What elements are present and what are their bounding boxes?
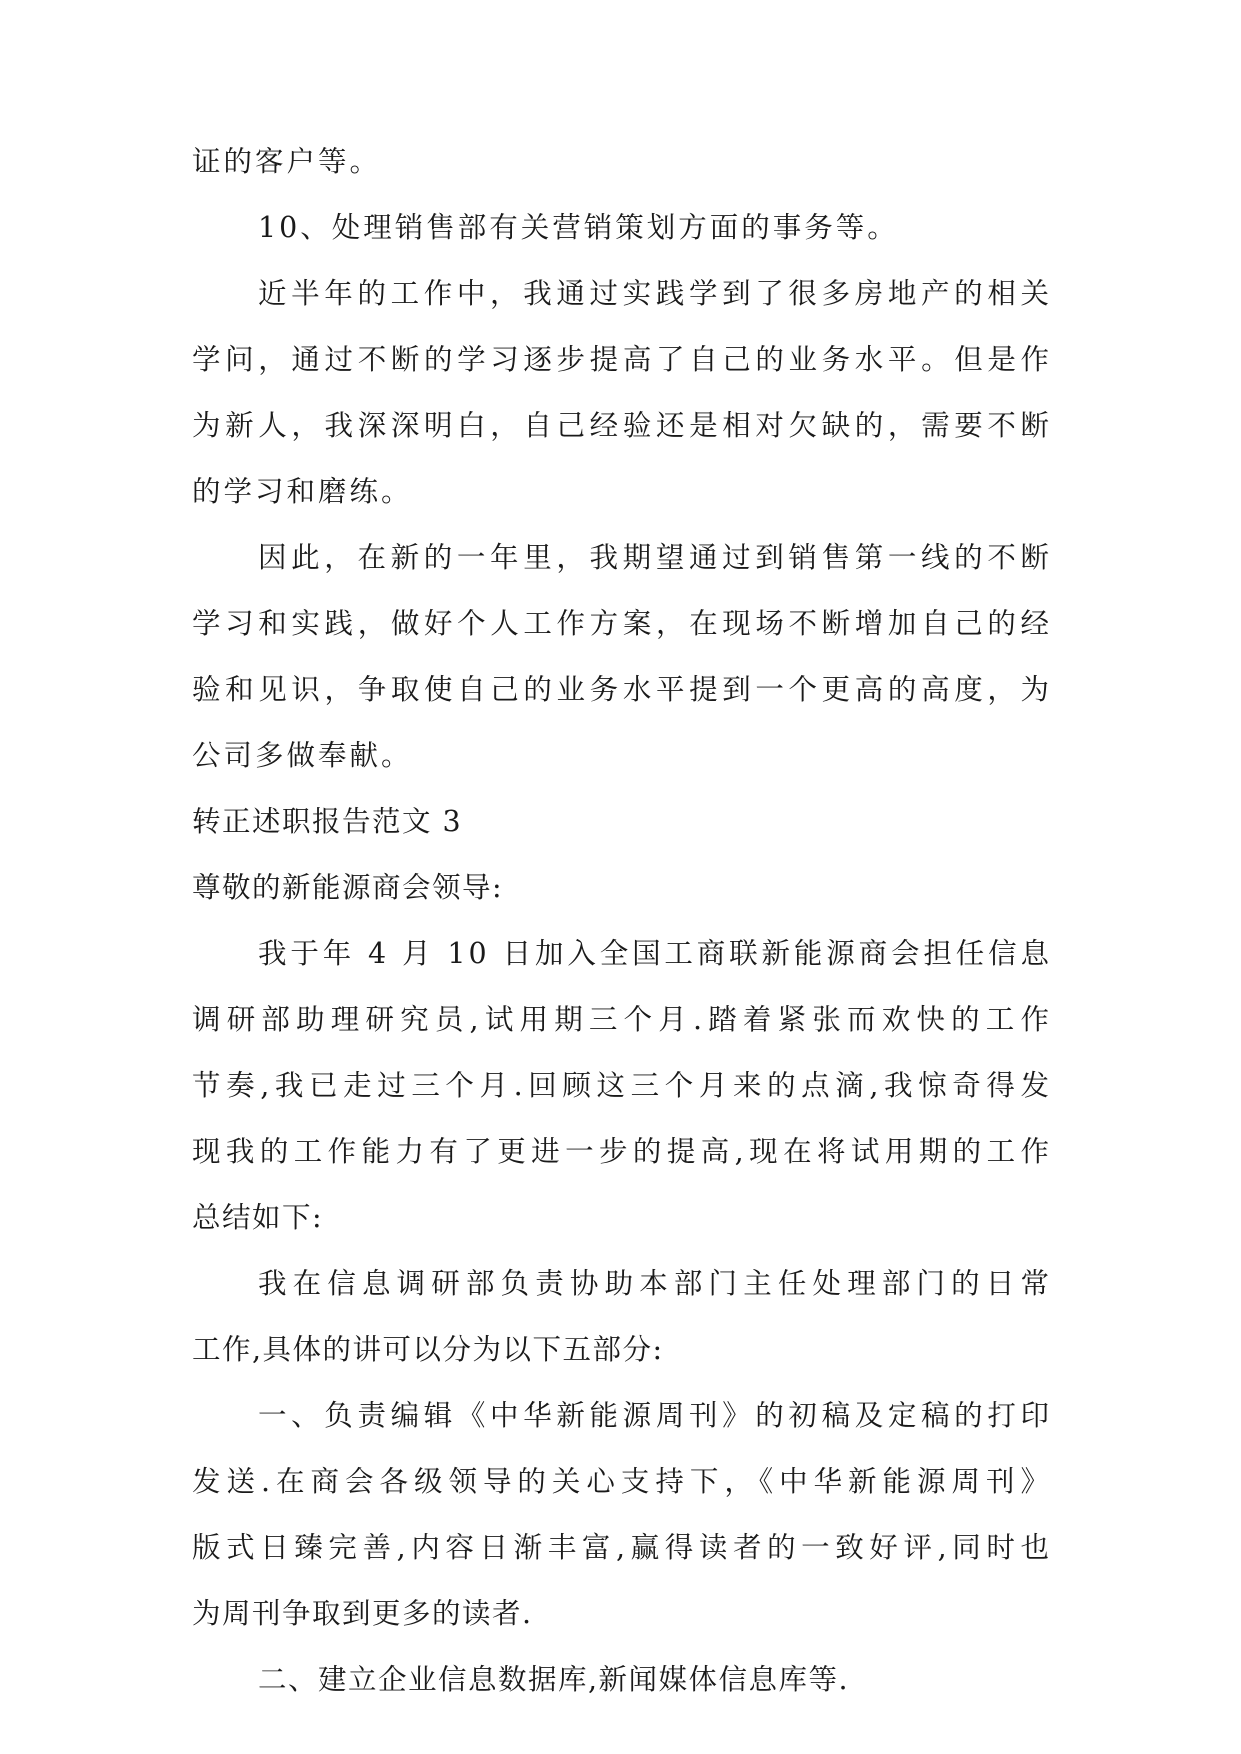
text-line: 二、建立企业信息数据库,新闻媒体信息库等. bbox=[258, 1663, 850, 1696]
section-heading: 转正述职报告范文 3 bbox=[192, 805, 463, 838]
text-line: 因此，在新的一年里，我期望通过到销售第一线的不断 bbox=[258, 541, 1052, 574]
text-line: 10、处理销售部有关营销策划方面的事务等。 bbox=[258, 211, 899, 244]
text-line: 总结如下: bbox=[192, 1201, 324, 1234]
text-line: 工作,具体的讲可以分为以下五部分: bbox=[192, 1333, 664, 1366]
text-line: 调研部助理研究员,试用期三个月.踏着紧张而欢快的工作 bbox=[192, 1003, 1052, 1036]
text-line: 现我的工作能力有了更进一步的提高,现在将试用期的工作 bbox=[192, 1135, 1052, 1168]
salutation: 尊敬的新能源商会领导: bbox=[192, 871, 504, 904]
text-line: 学习和实践，做好个人工作方案，在现场不断增加自己的经 bbox=[192, 607, 1052, 640]
text-line: 节奏,我已走过三个月.回顾这三个月来的点滴,我惊奇得发 bbox=[192, 1069, 1052, 1102]
text-line: 发送.在商会各级领导的关心支持下，《中华新能源周刊》 bbox=[192, 1465, 1052, 1498]
text-line: 版式日臻完善,内容日渐丰富,赢得读者的一致好评,同时也 bbox=[192, 1531, 1052, 1564]
text-line: 的学习和磨练。 bbox=[192, 475, 413, 508]
text-line: 为周刊争取到更多的读者. bbox=[192, 1597, 533, 1630]
text-line: 学问，通过不断的学习逐步提高了自己的业务水平。但是作 bbox=[192, 343, 1052, 376]
text-line: 我在信息调研部负责协助本部门主任处理部门的日常 bbox=[258, 1267, 1052, 1300]
text-line: 我于年 4 月 10 日加入全国工商联新能源商会担任信息 bbox=[258, 937, 1052, 970]
text-line: 一、负责编辑《中华新能源周刊》的初稿及定稿的打印 bbox=[258, 1399, 1052, 1432]
text-line: 证的客户等。 bbox=[192, 145, 382, 178]
text-line: 公司多做奉献。 bbox=[192, 739, 413, 772]
text-line: 验和见识，争取使自己的业务水平提到一个更高的高度，为 bbox=[192, 673, 1052, 706]
text-line: 为新人，我深深明白，自己经验还是相对欠缺的，需要不断 bbox=[192, 409, 1052, 442]
text-line: 近半年的工作中，我通过实践学到了很多房地产的相关 bbox=[258, 277, 1052, 310]
